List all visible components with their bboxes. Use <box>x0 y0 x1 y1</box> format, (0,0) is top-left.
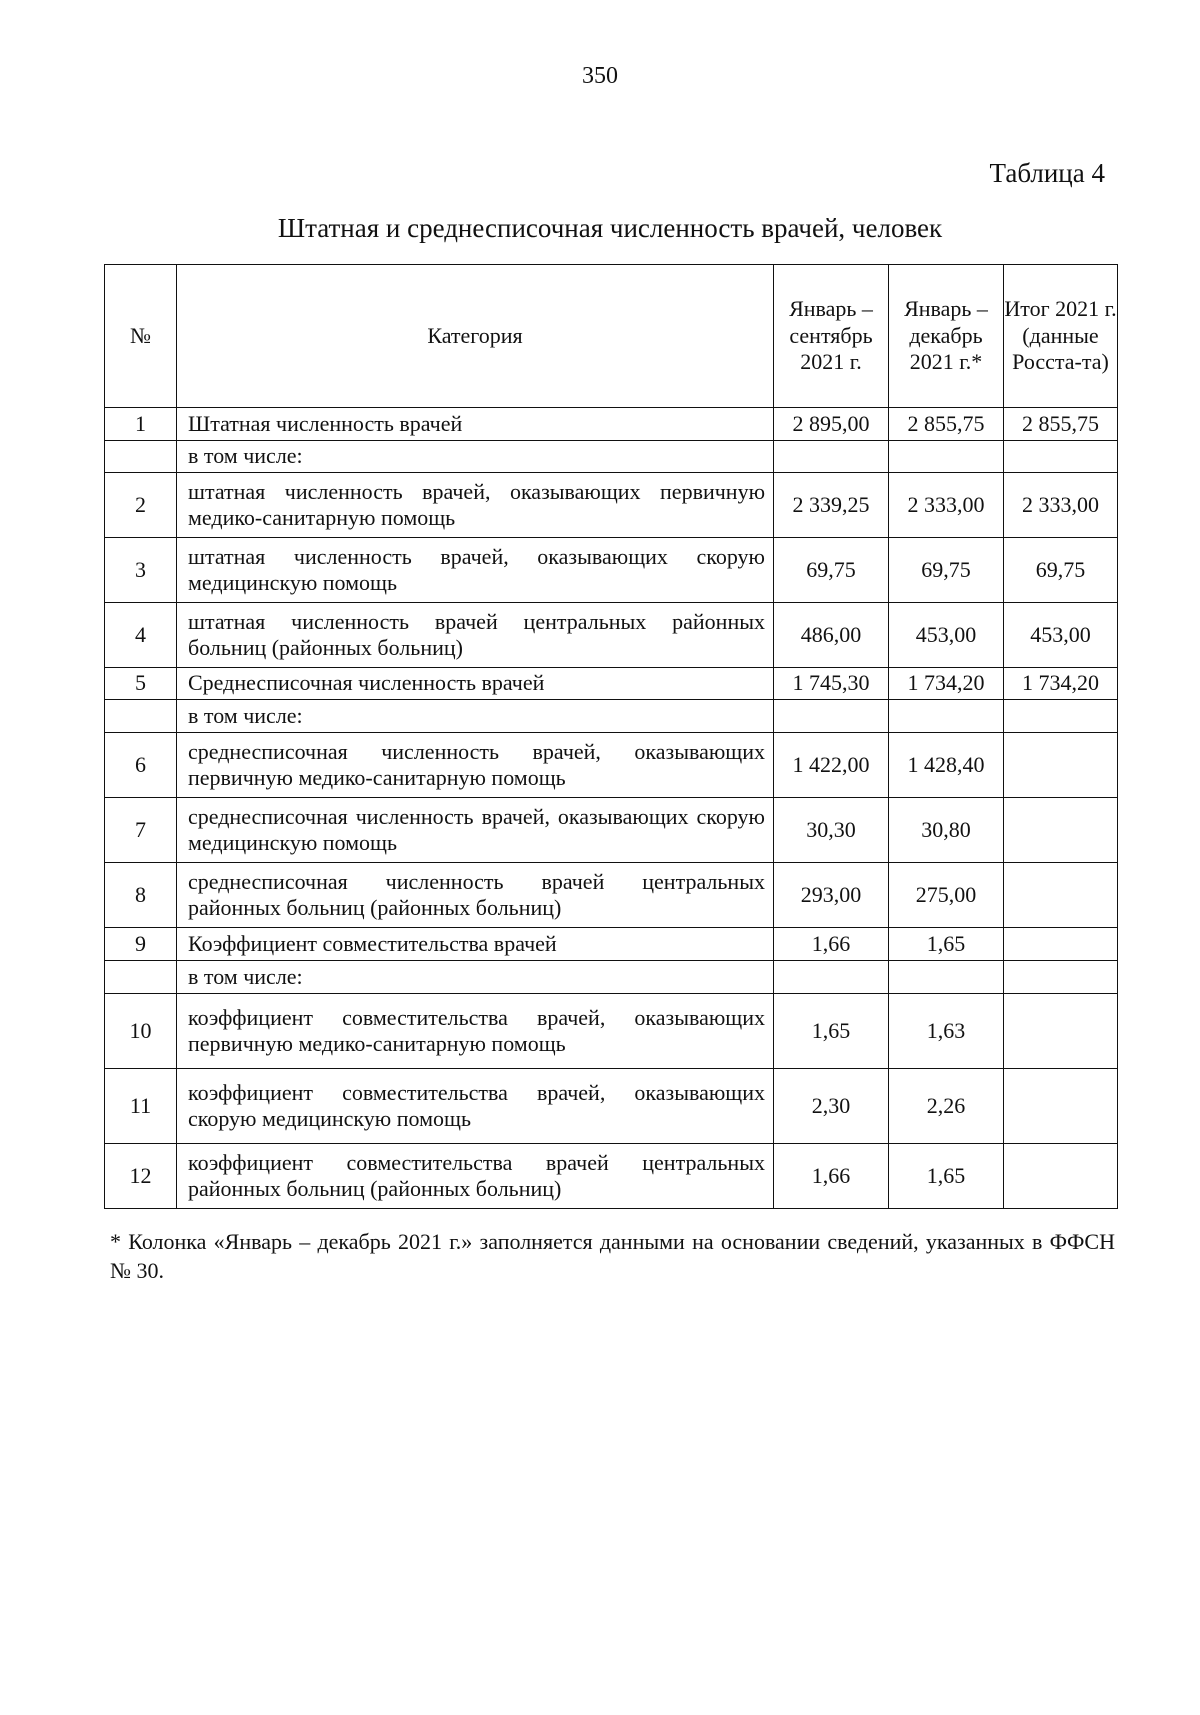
table-row <box>105 863 1118 928</box>
header-category: Категория <box>177 265 774 408</box>
row-category: Штатная численность врачей <box>177 408 774 441</box>
row-number: 5 <box>105 668 177 700</box>
row-number: 2 <box>105 473 177 538</box>
row-category: среднесписочная численность врачей центральных районных больниц (районных больниц) <box>177 863 774 928</box>
value-jan-dec-2021: 1,63 <box>889 994 1004 1069</box>
value-jan-dec-2021: 1 428,40 <box>889 733 1004 798</box>
row-category: в том числе: <box>177 961 774 994</box>
table-row <box>105 1069 1118 1144</box>
value-jan-sep-2021 <box>774 441 889 473</box>
row-number: 4 <box>105 603 177 668</box>
value-total-rosstat <box>1004 994 1118 1069</box>
table-row <box>105 603 1118 668</box>
value-total-rosstat <box>1004 441 1118 473</box>
value-total-rosstat <box>1004 733 1118 798</box>
footnote: * Колонка «Январь – декабрь 2021 г.» заполняется данными на основании сведений, указанных в ФФСН № 30. <box>110 1229 1115 1283</box>
row-number <box>105 441 177 473</box>
row-number: 10 <box>105 994 177 1069</box>
value-jan-sep-2021: 293,00 <box>774 863 889 928</box>
value-jan-dec-2021 <box>889 700 1004 733</box>
table-header-row <box>105 265 1118 408</box>
value-total-rosstat: 1 734,20 <box>1004 668 1118 700</box>
row-category: коэффициент совместительства врачей, оказывающих первичную медико-санитарную помощь <box>177 994 774 1069</box>
table-row <box>105 408 1118 441</box>
row-number: 11 <box>105 1069 177 1144</box>
value-jan-dec-2021: 1,65 <box>889 1144 1004 1209</box>
header-total-rosstat: Итог 2021 г. (данные Росста-та) <box>1004 265 1118 408</box>
row-category: Среднесписочная численность врачей <box>177 668 774 700</box>
value-total-rosstat <box>1004 700 1118 733</box>
staffing-table <box>104 264 1118 1209</box>
row-category: среднесписочная численность врачей, оказывающих скорую медицинскую помощь <box>177 798 774 863</box>
value-jan-sep-2021 <box>774 961 889 994</box>
value-total-rosstat <box>1004 798 1118 863</box>
table-row <box>105 994 1118 1069</box>
table-row <box>105 733 1118 798</box>
value-jan-dec-2021: 275,00 <box>889 863 1004 928</box>
value-total-rosstat: 69,75 <box>1004 538 1118 603</box>
value-jan-sep-2021: 1,66 <box>774 1144 889 1209</box>
value-total-rosstat <box>1004 928 1118 961</box>
row-category: коэффициент совместительства врачей центральных районных больниц (районных больниц) <box>177 1144 774 1209</box>
row-number: 3 <box>105 538 177 603</box>
table-row <box>105 798 1118 863</box>
value-jan-sep-2021 <box>774 700 889 733</box>
header-number: № <box>105 265 177 408</box>
row-number: 6 <box>105 733 177 798</box>
value-jan-sep-2021: 2 895,00 <box>774 408 889 441</box>
value-jan-dec-2021: 69,75 <box>889 538 1004 603</box>
value-jan-sep-2021: 1 422,00 <box>774 733 889 798</box>
row-category: Коэффициент совместительства врачей <box>177 928 774 961</box>
table-row <box>105 961 1118 994</box>
value-total-rosstat: 2 855,75 <box>1004 408 1118 441</box>
value-jan-dec-2021 <box>889 441 1004 473</box>
value-jan-sep-2021: 1 745,30 <box>774 668 889 700</box>
value-jan-dec-2021: 2 855,75 <box>889 408 1004 441</box>
row-number <box>105 961 177 994</box>
value-jan-dec-2021 <box>889 961 1004 994</box>
table-row <box>105 1144 1118 1209</box>
value-jan-dec-2021: 453,00 <box>889 603 1004 668</box>
value-total-rosstat <box>1004 1144 1118 1209</box>
value-jan-dec-2021: 1,65 <box>889 928 1004 961</box>
row-number: 1 <box>105 408 177 441</box>
value-total-rosstat <box>1004 961 1118 994</box>
row-category: в том числе: <box>177 441 774 473</box>
table-row <box>105 928 1118 961</box>
value-jan-sep-2021: 486,00 <box>774 603 889 668</box>
value-jan-sep-2021: 2,30 <box>774 1069 889 1144</box>
row-number: 7 <box>105 798 177 863</box>
table-row <box>105 538 1118 603</box>
value-jan-dec-2021: 2,26 <box>889 1069 1004 1144</box>
value-total-rosstat <box>1004 1069 1118 1144</box>
row-number <box>105 700 177 733</box>
value-jan-sep-2021: 1,66 <box>774 928 889 961</box>
table-row <box>105 473 1118 538</box>
row-number: 12 <box>105 1144 177 1209</box>
value-jan-dec-2021: 1 734,20 <box>889 668 1004 700</box>
value-total-rosstat: 2 333,00 <box>1004 473 1118 538</box>
value-total-rosstat: 453,00 <box>1004 603 1118 668</box>
value-jan-sep-2021: 30,30 <box>774 798 889 863</box>
row-category: среднесписочная численность врачей, оказывающих первичную медико-санитарную помощь <box>177 733 774 798</box>
table-row <box>105 700 1118 733</box>
value-jan-sep-2021: 69,75 <box>774 538 889 603</box>
row-number: 9 <box>105 928 177 961</box>
row-category: штатная численность врачей, оказывающих скорую медицинскую помощь <box>177 538 774 603</box>
row-category: штатная численность врачей, оказывающих первичную медико-санитарную помощь <box>177 473 774 538</box>
value-jan-sep-2021: 1,65 <box>774 994 889 1069</box>
row-number: 8 <box>105 863 177 928</box>
header-jan-sep-2021: Январь – сентябрь 2021 г. <box>774 265 889 408</box>
value-jan-sep-2021: 2 339,25 <box>774 473 889 538</box>
value-jan-dec-2021: 2 333,00 <box>889 473 1004 538</box>
table-row <box>105 441 1118 473</box>
row-category: в том числе: <box>177 700 774 733</box>
page-number: 350 <box>582 63 618 89</box>
value-total-rosstat <box>1004 863 1118 928</box>
row-category: коэффициент совместительства врачей, оказывающих скорую медицинскую помощь <box>177 1069 774 1144</box>
value-jan-dec-2021: 30,80 <box>889 798 1004 863</box>
document-title: Штатная и среднесписочная численность врачей, человек <box>277 213 943 243</box>
header-jan-dec-2021: Январь – декабрь 2021 г.* <box>889 265 1004 408</box>
table-row <box>105 668 1118 700</box>
row-category: штатная численность врачей центральных районных больниц (районных больниц) <box>177 603 774 668</box>
table-label: Таблица 4 <box>989 158 1105 188</box>
